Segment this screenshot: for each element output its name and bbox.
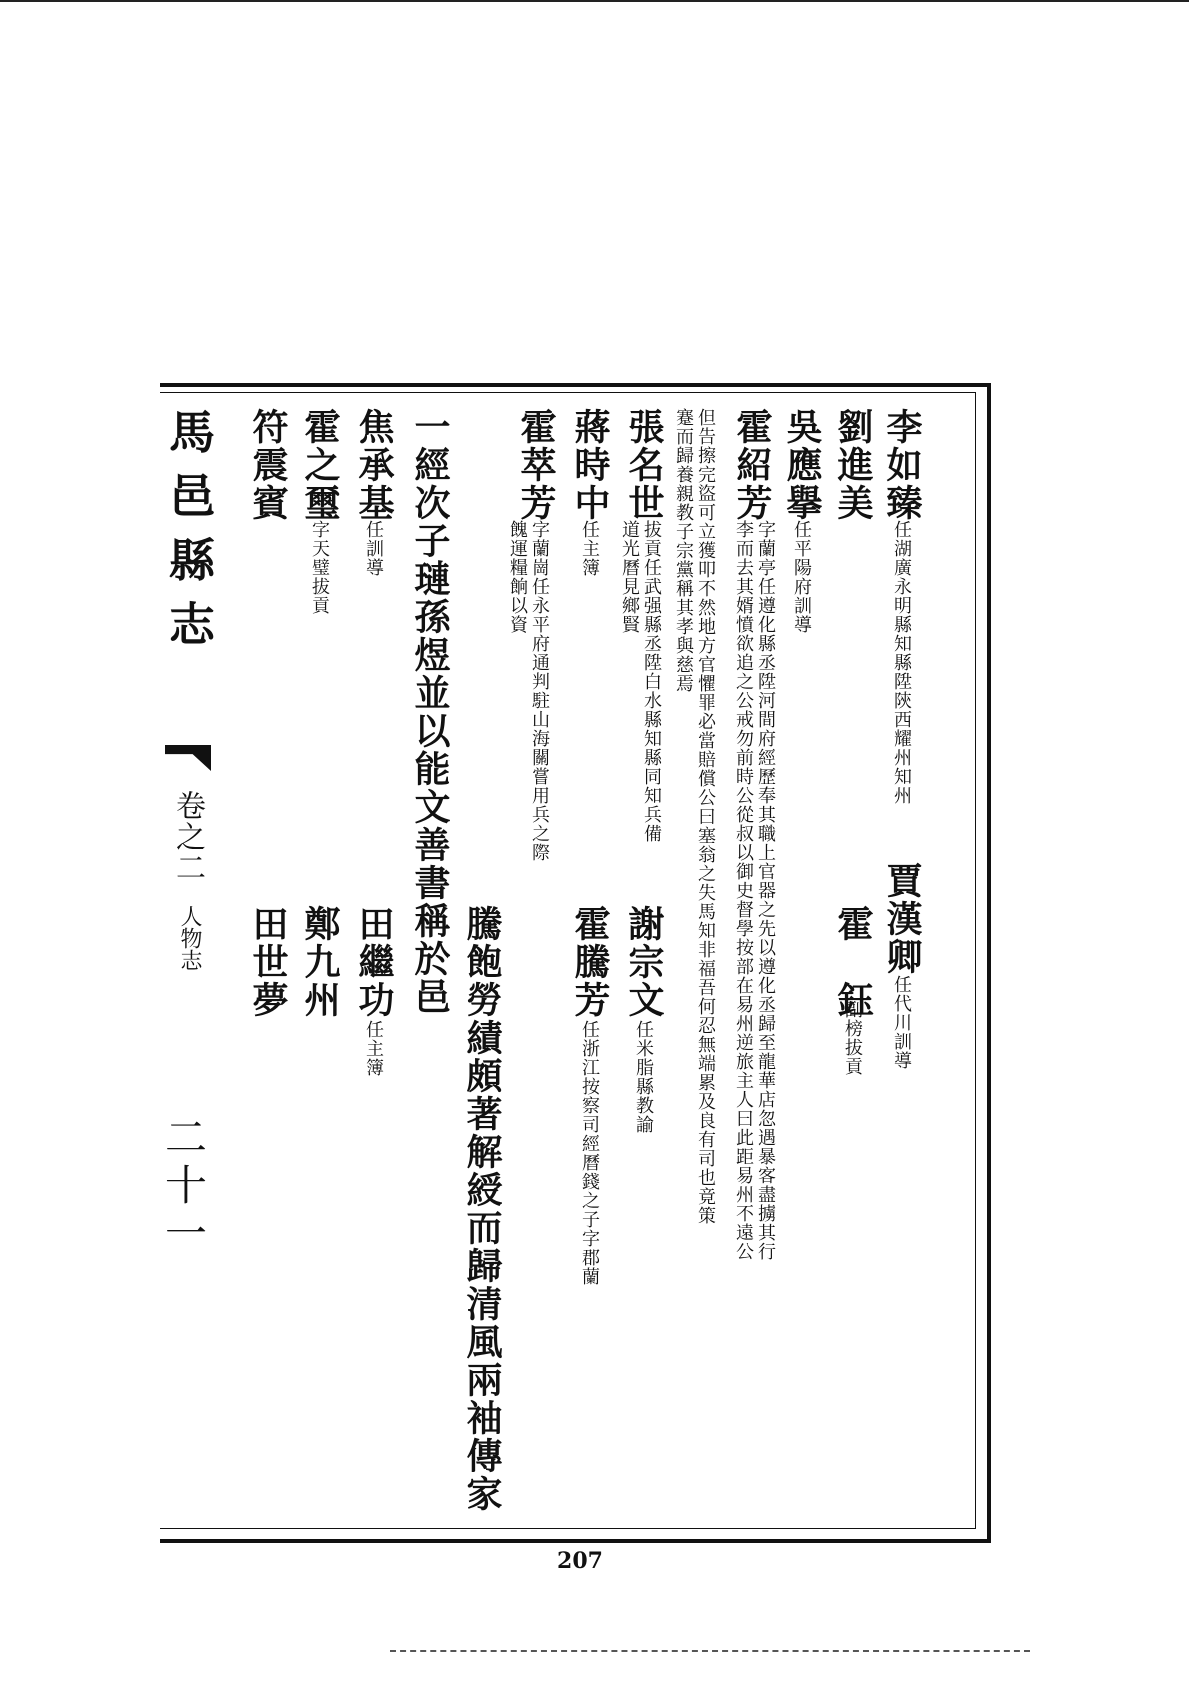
page-number: 207 bbox=[557, 1548, 603, 1574]
double-line-note bbox=[620, 520, 660, 843]
entry-name: 霍 鈺 bbox=[832, 905, 874, 1019]
entry-name: 李如臻 bbox=[881, 408, 923, 522]
note-line-left: 李而去其婿憤欲追之公戒勿前時公從叔以御史督學按部在易州逆旅主人曰此距易州不遠公 bbox=[733, 520, 754, 1261]
entry-name: 張名世 bbox=[623, 408, 665, 522]
entry-note: 字天璧拔貢 bbox=[309, 520, 330, 615]
note-line-right: 拔貢任武强縣丞陞白水縣知縣同知兵備 bbox=[641, 520, 662, 843]
double-line-note bbox=[674, 408, 714, 1225]
body-text-line: 騰飽勞績頗著解綬而歸清風兩袖傳家 bbox=[461, 905, 503, 1513]
note-line-right: 字蘭崗任永平府通判駐山海關嘗用兵之際 bbox=[529, 520, 550, 862]
note-line-left: 餽運糧餉以資 bbox=[507, 520, 528, 634]
entry-name: 蔣時中 bbox=[569, 408, 611, 522]
entry-note: 任湖廣永明縣知縣陞陝西耀州知州 bbox=[891, 520, 912, 805]
note-line-right: 但告擦完盜可立獲叩不然地方官懼罪必當賠償公曰塞翁之失馬知非福吾何忍無端累及良有司也竟策 bbox=[695, 408, 716, 1225]
note-line-left: 蹇而歸養親教子宗黨稱其孝與慈焉 bbox=[673, 408, 694, 693]
note-line-right: 字蘭亭任遵化縣丞陞河間府經歷奉其職上官器之先以遵化丞歸至龍華店忽遇暴客盡擄其行 bbox=[755, 520, 776, 1261]
double-line-note bbox=[734, 520, 774, 1261]
entry-note: 任主簿 bbox=[579, 520, 600, 577]
entry-note: 副榜拔貢 bbox=[842, 1000, 863, 1076]
entry-name: 符震賓 bbox=[247, 408, 289, 522]
entry-name: 賈漢卿 bbox=[881, 862, 923, 976]
margin-book-title: 馬邑縣志 bbox=[162, 408, 216, 664]
entry-note: 任主簿 bbox=[363, 1020, 384, 1077]
entry-name: 鄭九州 bbox=[299, 905, 341, 1019]
double-line-note bbox=[508, 520, 548, 862]
entry-note: 任米脂縣教諭 bbox=[633, 1020, 654, 1134]
entry-name: 霍之璽 bbox=[299, 408, 341, 522]
entry-name: 霍騰芳 bbox=[569, 905, 611, 1019]
entry-note: 任代川訓導 bbox=[891, 975, 912, 1070]
entry-note: 任訓導 bbox=[363, 520, 384, 577]
entry-name: 霍萃芳 bbox=[515, 408, 557, 522]
entry-note: 任浙江按察司經曆錢之子字郡蘭 bbox=[579, 1020, 600, 1286]
bottom-rule bbox=[390, 1650, 1030, 1654]
entry-note: 任平陽府訓導 bbox=[791, 520, 812, 634]
margin-section: 人物志 bbox=[177, 905, 202, 971]
entry-name: 田繼功 bbox=[353, 905, 395, 1019]
entry-name: 劉進美 bbox=[832, 408, 874, 522]
body-text-line: 一經次子璉孫煜並以能文善書稱於邑 bbox=[409, 408, 451, 1016]
entry-name: 田世夢 bbox=[247, 905, 289, 1019]
note-line-left: 道光曆見鄉賢 bbox=[619, 520, 640, 634]
entry-name: 焦承基 bbox=[353, 408, 395, 522]
entry-name: 霍紹芳 bbox=[731, 408, 773, 522]
margin-juan: 卷之二 bbox=[170, 790, 205, 883]
top-rule bbox=[0, 0, 1189, 2]
entry-name: 吳應擧 bbox=[781, 408, 823, 522]
margin-folio: 二十一 bbox=[159, 1115, 208, 1259]
entry-name: 謝宗文 bbox=[623, 905, 665, 1019]
